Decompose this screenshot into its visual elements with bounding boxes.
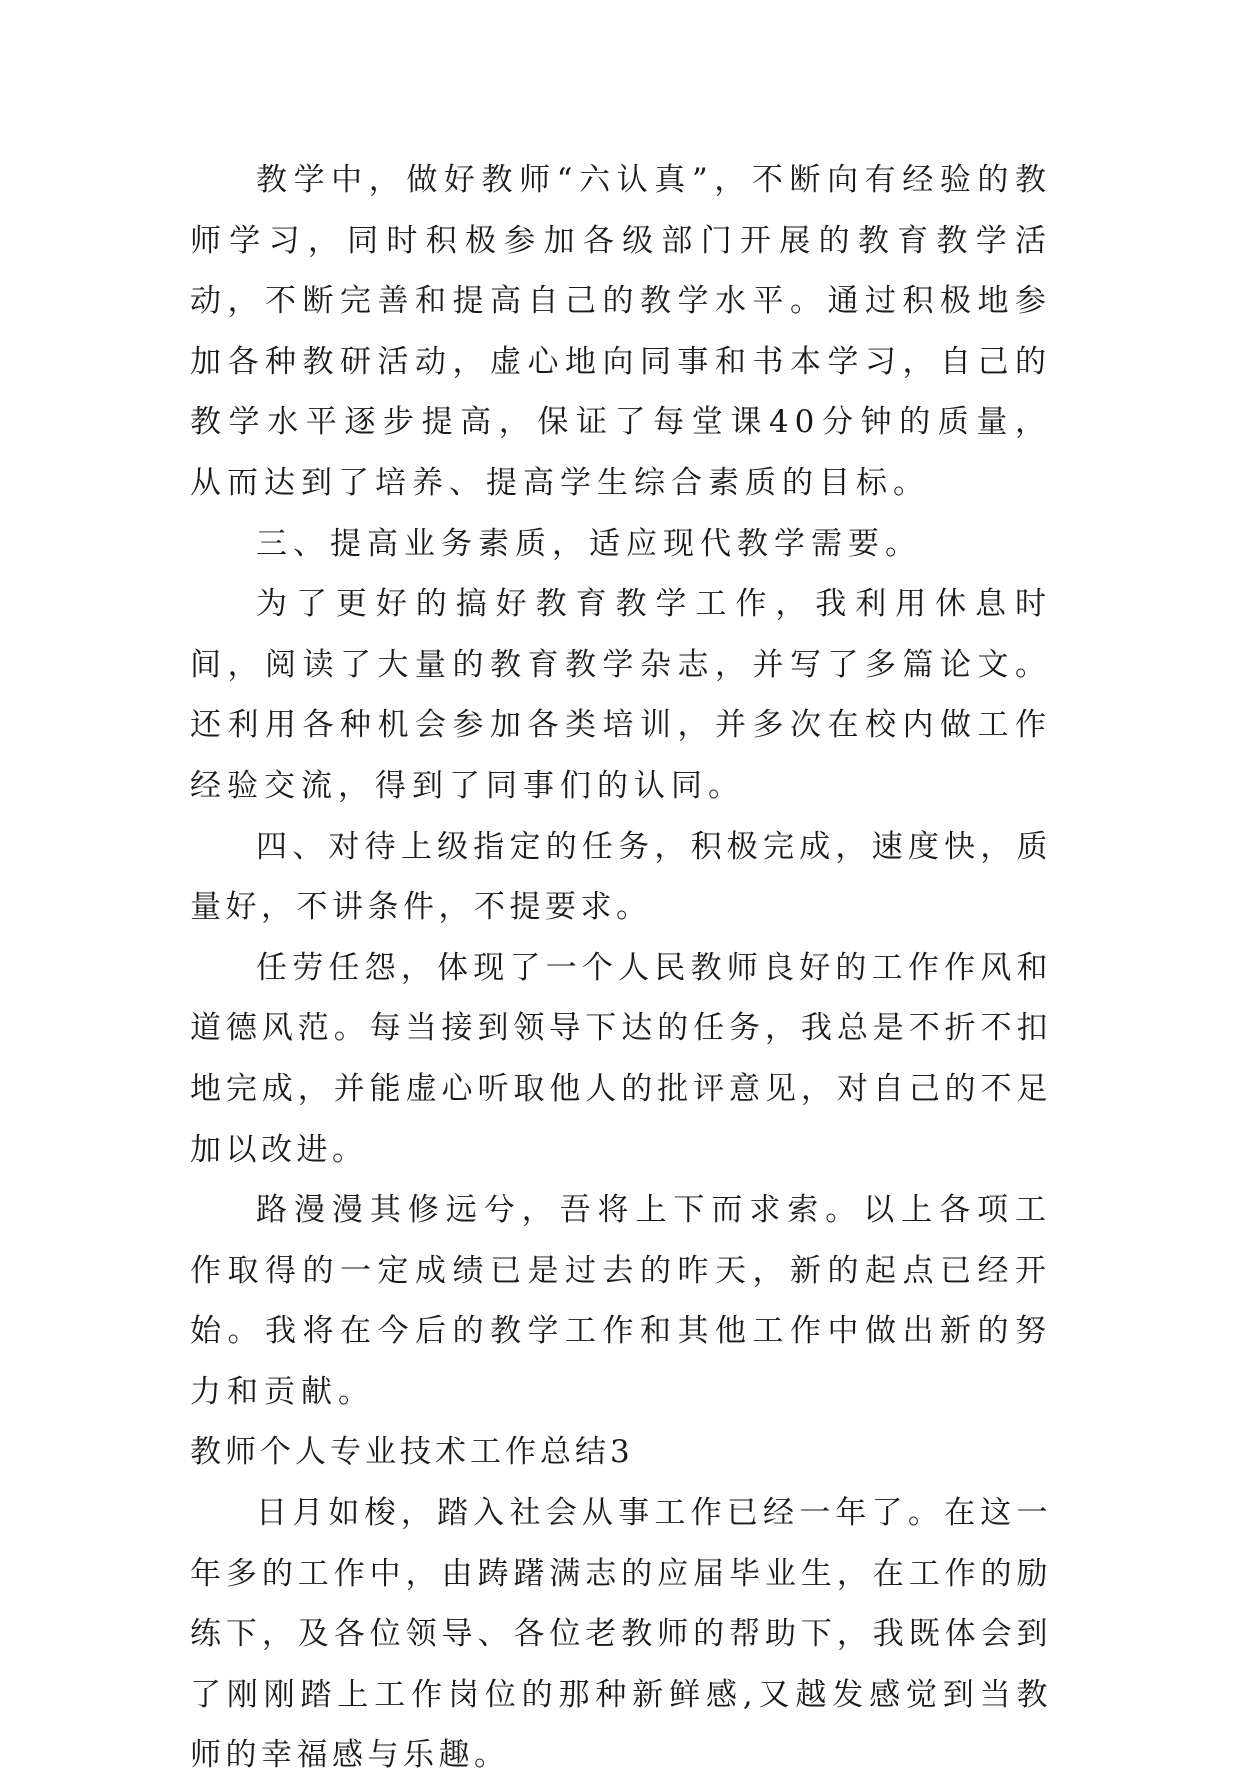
paragraph-work-attitude: 任劳任怨，体现了一个人民教师良好的工作作风和道德风范。每当接到领导下达的任务，我总是不折不扣地完成，并能虚心听取他人的批评意见，对自己的不足加以改进。 [190,949,1052,1168]
paragraph-point-four-heading: 四、对待上级指定的任务，积极完成，速度快，质量好，不讲条件，不提要求。 [190,828,1052,926]
document-page [190,150,1052,1786]
paragraph-summary-three-intro: 日月如梭，踏入社会从事工作已经一年了。在这一年多的工作中，由踌躇满志的应届毕业生，在工作的励练下，及各位领导、各位老教师的帮助下，我既体会到了刚刚踏上工作岗位的那种新鲜感,又越发感觉到当教师的幸福感与乐趣。 [190,1495,1052,1774]
paragraph-conclusion: 路漫漫其修远兮，吾将上下而求索。以上各项工作取得的一定成绩已是过去的昨天，新的起点已经开始。我将在今后的教学工作和其他工作中做出新的努力和贡献。 [190,1192,1052,1410]
paragraph-professional-growth: 为了更好的搞好教育教学工作，我利用休息时间，阅读了大量的教育教学杂志，并写了多篇论文。还利用各种机会参加各类培训，并多次在校内做工作经验交流，得到了同事们的认同。 [190,586,1052,804]
section-heading: 教师个人专业技术工作总结3 [190,1434,634,1471]
paragraph-point-three-heading: 三、提高业务素质，适应现代教学需要。 [256,525,922,562]
paragraph-teaching-practice: 教学中，做好教师“六认真”，不断向有经验的教师学习，同时积极参加各级部门开展的教育教学活动，不断完善和提高自己的教学水平。通过积极地参加各种教研活动，虚心地向同事和书本学习，自己的教学水平逐步提高，保证了每堂课40分钟的质量，从而达到了培养、提高学生综合素质的目标。 [190,162,1052,501]
